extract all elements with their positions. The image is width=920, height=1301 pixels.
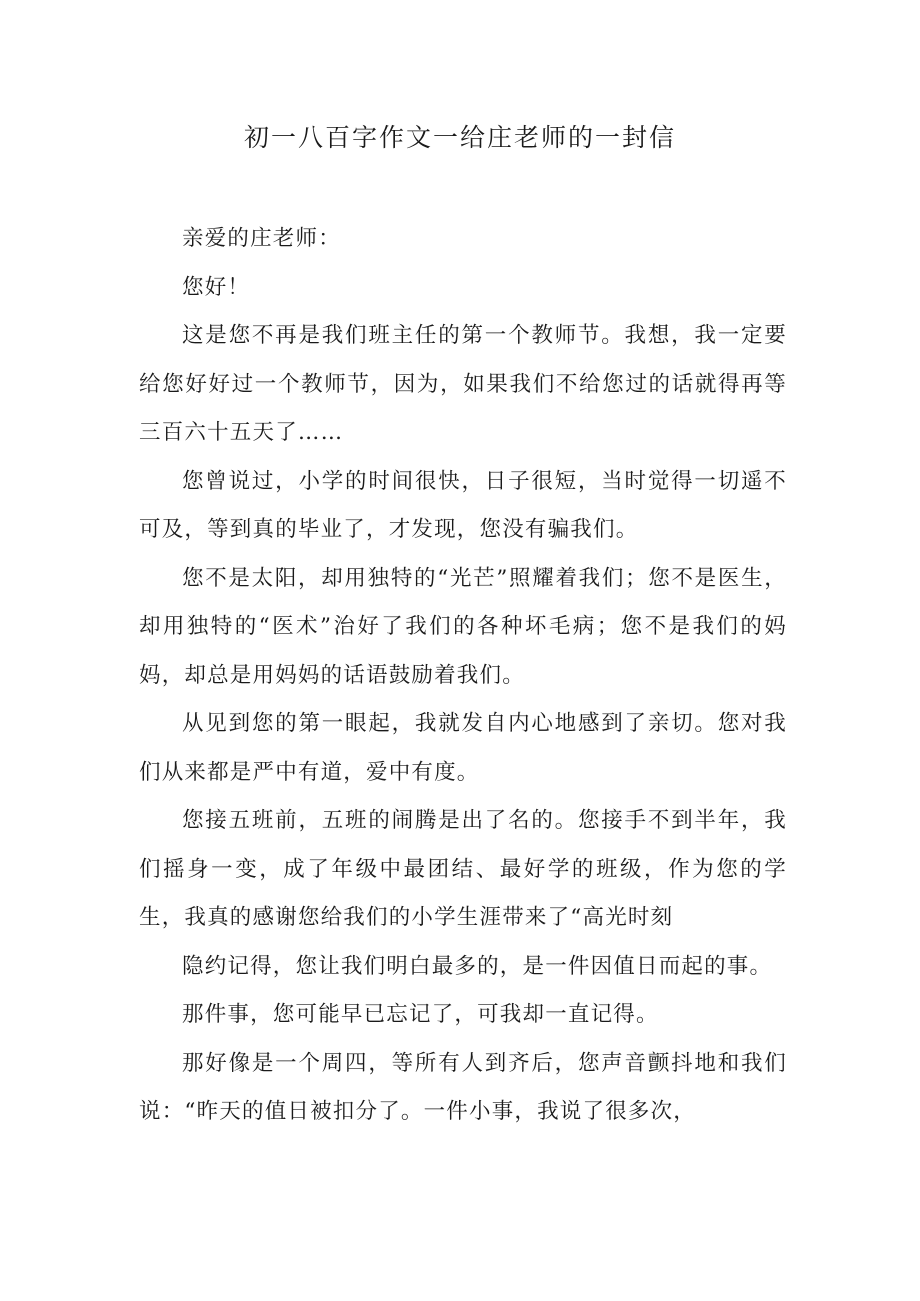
- paragraph: 那好像是一个周四，等所有人到齐后，您声音颤抖地和我们说：“昨天的值日被扣分了。一件小事，我说了很多次，: [139, 1050, 787, 1124]
- greeting: 您好！: [182, 274, 251, 300]
- paragraph: 这是您不再是我们班主任的第一个教师节。我想，我一定要给您好好过一个教师节，因为，如果我们不给您过的话就得再等三百六十五天了……: [139, 323, 787, 445]
- document-title: 初一八百字作文一给庄老师的一封信: [243, 123, 676, 152]
- paragraph: 那件事，您可能早已忘记了，可我却一直记得。: [182, 1002, 659, 1027]
- paragraph: 您接五班前，五班的闹腾是出了名的。您接手不到半年，我们摇身一变，成了年级中最团结、最好学的班级，作为您的学生，我真的感谢您给我们的小学生涯带来了“高光时刻: [139, 808, 787, 930]
- paragraph: 从见到您的第一眼起，我就发自内心地感到了亲切。您对我们从来都是严中有道，爱中有度。: [139, 711, 787, 785]
- salutation: 亲爱的庄老师：: [182, 226, 341, 251]
- paragraph: 您曾说过，小学的时间很快，日子很短，当时觉得一切遥不可及，等到真的毕业了，才发现，您没有骗我们。: [139, 468, 787, 542]
- paragraph: 您不是太阳，却用独特的“光芒”照耀着我们；您不是医生，却用独特的“医术”治好了我们的各种坏毛病；您不是我们的妈妈，却总是用妈妈的话语鼓励着我们。: [139, 565, 787, 688]
- letter-body: [139, 215, 787, 1137]
- paragraph: 隐约记得，您让我们明白最多的，是一件因值日而起的事。: [182, 953, 773, 979]
